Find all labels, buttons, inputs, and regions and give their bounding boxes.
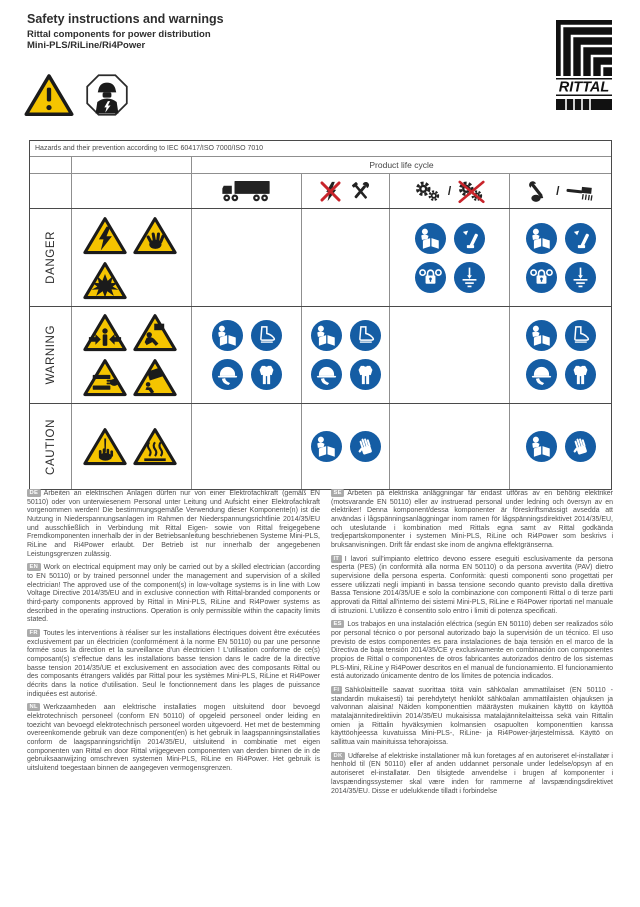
severity-rows [30, 209, 611, 489]
paragraph-text: Udførelse af elektriske installationer må kun foretages af en autoriseret el-installatør i henhold til (EN 50110) eller af anden uddannet personale under ledelse/opsyn af en autoriseret el-installatør. Den tilsigtede anvendelse i brugen af komponenter i lavspændingssystemer skal være inden for rammerne af lavspændingsdirektivet 2014/35/EU. Disse er udelukkende tilladt i forbindelse [331, 752, 613, 795]
mandatory-lockout-icon [525, 261, 558, 294]
life-cycle-icon-row [30, 174, 611, 209]
precaution-cell-maintenance [510, 209, 611, 306]
mandatory-earth-icon [564, 261, 597, 294]
warning-hand-injury-icon [132, 215, 178, 256]
mandatory-helmet-icon [310, 358, 343, 391]
hazard-symbol-group [82, 312, 182, 398]
page-subtitle: Rittal components for power distribution [27, 29, 211, 40]
hazard-symbols-cell [72, 307, 192, 403]
warning-sharp-element-icon [82, 426, 128, 467]
lifecycle-stage-operation [390, 174, 510, 208]
no-electricity-icon [318, 179, 343, 204]
gears-icon [413, 179, 443, 204]
hazard-symbol-group [82, 215, 182, 301]
mandatory-boots-icon [349, 319, 382, 352]
mandatory-disconnect-icon [453, 222, 486, 255]
warning-overhead-load-icon [132, 312, 178, 353]
paragraph-it [331, 555, 613, 617]
slash-separator: / [556, 184, 560, 198]
mandatory-symbol-group [523, 430, 599, 463]
mandatory-read-manual-icon [525, 222, 558, 255]
severity-row-caution [30, 404, 611, 489]
mandatory-symbol-group [412, 222, 488, 294]
warning-tipping-icon [132, 357, 178, 398]
precaution-cell-assembly [302, 307, 390, 403]
paragraph-text: Arbeten på elektriska anläggningar får endast utföras av en behörig elektriker (motsvarande EN 50110) eller av instruerad personal under ledning och översyn av en elektriker! Denna komponent/dessa komponenter är föreskriftsmässigt avsedda att användas i lågspänningsanläggningar inom ramen för lågspänningsdirektivet 2014/35/EU, och uteslutande i kombination med Rittals egna samt av Rittal godkända tredjepartskomponenter i systemen Mini-PLS, RiLine och Ri4Power som beskrivs i bruksanvisningen. Drift får endast ske inom de angivna effektgränserna. [331, 490, 613, 550]
warning-explosion-icon [82, 260, 128, 301]
severity-label: DANGER [44, 231, 57, 284]
rittal-logo [556, 20, 612, 117]
paragraph-de [27, 489, 320, 559]
brush-icon [565, 179, 595, 204]
hazard-symbols-cell [72, 209, 192, 306]
precaution-cell-maintenance [510, 307, 611, 403]
mandatory-read-manual-icon [525, 430, 558, 463]
header-spacer [30, 157, 72, 173]
table-caption: Hazards and their prevention according to IEC 60417/ISO 7000/ISO 7010 [30, 141, 611, 157]
severity-row-danger [30, 209, 611, 307]
mandatory-symbol-group [523, 319, 599, 391]
precaution-cell-operation [390, 307, 510, 403]
mandatory-clothing-icon [349, 358, 382, 391]
mandatory-read-manual-icon [211, 319, 244, 352]
language-badge: ES [331, 620, 344, 628]
language-badge: FR [27, 629, 40, 637]
life-cycle-header-row [30, 157, 611, 174]
hazard-symbols-cell [72, 404, 192, 489]
paragraph-fi [331, 686, 613, 748]
lifecycle-stage-assembly [302, 174, 390, 208]
rittal-logo-text: RITTAL [558, 79, 610, 96]
precaution-cell-assembly [302, 404, 390, 489]
mandatory-gloves-icon [564, 430, 597, 463]
lifecycle-stage-maintenance [510, 174, 611, 208]
warning-hand-crush-icon [82, 357, 128, 398]
hazard-symbol-group [82, 426, 182, 467]
header-spacer [30, 174, 72, 208]
warning-crushing-icon [82, 312, 128, 353]
product-life-cycle-label: Product life cycle [369, 160, 434, 170]
mandatory-symbol-group [308, 319, 384, 391]
precaution-cell-assembly [302, 209, 390, 306]
gears-crossed-icon [456, 179, 486, 204]
hand-wrench-icon [526, 179, 551, 204]
paragraph-nl [27, 703, 320, 773]
precaution-cell-operation [390, 404, 510, 489]
paragraph-text: Toutes les interventions à réaliser sur les installations électriques doivent être exécutées exclusivement par un électricien (conformément à la norme EN 50110) ou par une personne formée sous la direction et la surveillance d'un électricien ! L'utilisation conforme de ce(s) composant(s) s'effectue dans les installations basse tension dans le cadre de la directive basse tension 2014/35/UE et exclusivement en association avec des composants Rittal ou des composants étrangers validés par Rittal pour les systèmes Mini-PLS, RiLine et Ri4Power décrits dans la notice d'utilisation. Seul le fonctionnement dans les plages de puissance indiquées est autorisé. [27, 630, 320, 698]
paragraph-en [27, 563, 320, 625]
language-badge: SE [331, 489, 344, 497]
severity-label-cell [30, 307, 72, 403]
language-badge: DK [331, 752, 345, 760]
precaution-cell-transport [192, 404, 302, 489]
language-badge: FI [331, 686, 342, 694]
paragraph-text: Arbeiten an elektrischen Anlagen dürfen nur von einer Elektrofachkraft (gemäß EN 50110) oder von unterwiesenem Personal unter Leitung und Aufsicht einer Elektrofachkraft vorgenommen werden! Die bestimmungsgemäße Verwendung dieser Komponente(n) ist die Nutzung in Niederspannungsanlagen im Rahmen der Niederspannungsrichtlinie 2014/35/EU und ausschließlich in Verbindung mit Rittal Eigen- sowie von Rittal freigegebene Fremdkomponenten innerhalb der in der Betriebsanleitung beschriebenen Systeme Mini-PLS, RiLine and Ri4Power erlaubt. Der Betrieb ist nur innerhalb der angegebenen Leistungsgrenzen zulässig. [27, 490, 320, 558]
language-badge: NL [27, 703, 40, 711]
mandatory-read-manual-icon [310, 319, 343, 352]
mandatory-disconnect-icon [564, 222, 597, 255]
paragraph-se [331, 489, 613, 551]
severity-label-cell [30, 404, 72, 489]
mandatory-symbol-group [209, 319, 285, 391]
paragraph-text: I lavori sull'impianto elettrico devono essere eseguiti esclusivamente da persona esperta (PES) (in conformità alla norma EN 50110) o da persona avvertita (PAV) dietro supervisione della persona esperta. Conformità: questi componenti sono progettati per essere utilizzati negli impianti in bassa tensione secondo quanto previsto dalla direttiva Bassa Tensione 2014/35/UE e solo la combinazione con componenti Rittal o di terze parti approvati da Rittal all'interno dei sistemi Mini-PLS, RiLine e Ri4Power riportati nel manuale di istruzioni. L'utilizzo è consentito solo entro i limiti di potenza specificati. [331, 555, 613, 615]
mandatory-read-manual-icon [525, 319, 558, 352]
mandatory-boots-icon [564, 319, 597, 352]
severity-label-cell [30, 209, 72, 306]
severity-row-warning [30, 307, 611, 404]
slash-separator: / [447, 184, 452, 198]
severity-label: CAUTION [44, 418, 57, 475]
truck-icon [221, 179, 272, 204]
precaution-cell-operation [390, 209, 510, 306]
header-spacer [72, 157, 192, 173]
language-badge: IT [331, 555, 342, 563]
lifecycle-stage-transport [192, 174, 302, 208]
mandatory-gloves-icon [349, 430, 382, 463]
precaution-cell-transport [192, 307, 302, 403]
mandatory-earth-icon [453, 261, 486, 294]
severity-label: WARNING [44, 325, 57, 385]
paragraph-es [331, 620, 613, 682]
precaution-cell-transport [192, 209, 302, 306]
paragraph-text: Los trabajos en una instalación eléctrica (según EN 50110) deben ser realizados sólo por personal técnico o por personal autorizado bajo la supervisión de un técnico. El uso previsto de estos componentes es para instalaciones de baja tensión en el marco de la Directiva de baja tensión 2014/35/CE y exclusivamente en combinación con componentes propios de Rittal o componentes de otros fabricantes autorizados dentro de los sistemas PLS-Mini, RiLine y Ri4Power descritos en el manual de funcionamiento. El funcionamiento está autorizado únicamente dentro de los límites de potencia indicados. [331, 621, 613, 681]
mandatory-read-manual-icon [414, 222, 447, 255]
mandatory-helmet-icon [525, 358, 558, 391]
mandatory-boots-icon [250, 319, 283, 352]
warning-electricity-icon [82, 215, 128, 256]
mandatory-read-manual-icon [310, 430, 343, 463]
paragraph-text: Werkzaamheden aan elektrische installaties mogen uitsluitend door bevoegd elektrotechnisch personeel (conform EN 50110) of opgeleid personeel onder leiding en toezicht van bevoegd elektrotechnisch personeel worden uitgevoerd. Het met de bestemming overeenkomende gebruik van deze component(en) is het gebruik in laagspanningsinstallaties conform de laagspanningsrichtlijn 2014/35/EU, uitsluitend in combinatie met eigen componenten van Rittal en door Rittal vrijgegeven componenten van derden binnen de in de gebruiksaanwijzing omschreven systemen Mini-PLS, RiLine en Ri4Power. Het gebruik is uitsluitend toegestaan binnen de aangegeven vermogensgrenzen. [27, 704, 320, 773]
header-spacer [72, 174, 192, 208]
mandatory-symbol-group [308, 430, 384, 463]
text-column-left [27, 489, 320, 778]
mandatory-clothing-icon [564, 358, 597, 391]
mandatory-lockout-icon [414, 261, 447, 294]
paragraph-dk [331, 752, 613, 796]
warning-triangle-icon [23, 72, 75, 118]
language-badge: DE [27, 489, 41, 497]
crossed-tools-icon [348, 179, 373, 204]
mandatory-clothing-icon [250, 358, 283, 391]
warning-hot-surface-icon [132, 426, 178, 467]
hazard-prevention-table [29, 140, 612, 490]
electrician-icon [85, 73, 129, 117]
text-column-right [331, 489, 613, 800]
mandatory-helmet-icon [211, 358, 244, 391]
mandatory-symbol-group [523, 222, 599, 294]
language-badge: EN [27, 563, 41, 571]
precaution-cell-maintenance [510, 404, 611, 489]
paragraph-fr [27, 629, 320, 699]
paragraph-text: Sähkölaitteille saavat suorittaa töitä vain sähköalan ammattilaiset (EN 50110 -standardin mukaisesti) tai perehdytetyt henkilöt sähköalan ammattilaisten ohjauksen ja valvonnan alaisina! Näiden komponenttien määräysten mukainen käyttö on käyttöä matalajännitedirektiivin 2014/35/EU mukaisissa matalajännitelaitteissa sekä vain Rittalin omien ja Rittalin hyväksymien kolmansien osapuolten komponenttien kanssa käyttöohjeessa kuvatuissa Mini-PLS-, RiLine- ja Ri4Power-järjestelmissä. Käyttö on sallittua vain mainituissa tehorajoissa. [331, 687, 613, 747]
paragraph-text: Work on electrical equipment may only be carried out by a skilled electrician (according to EN 50110) or by trained personnel under the management and supervision of a skilled electrician! The approved use of the component(s) in low-voltage systems is in line with Low Voltage Directive 2014/35/EU and in exclusive connection with Rittal-branded components or third-party components approved by Rittal in Mini-PLS, RiLine and Ri4Power systems as described in the operating instructions. Operation is only permissible within the capacity limits stated. [27, 564, 320, 624]
header-safety-icons [23, 72, 129, 118]
page-title: Safety instructions and warnings [27, 12, 224, 26]
product-line-subtitle: Mini-PLS/RiLine/Ri4Power [27, 40, 146, 51]
